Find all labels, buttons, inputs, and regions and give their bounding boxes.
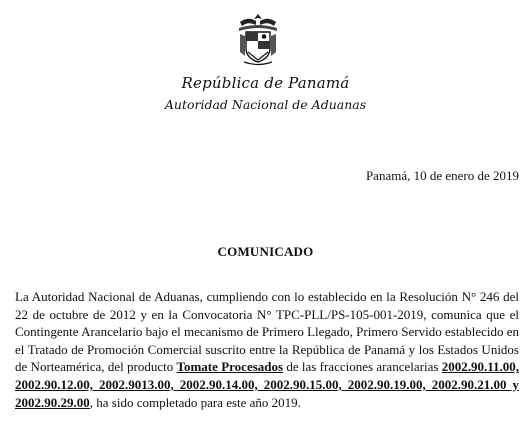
document-body bbox=[15, 288, 519, 411]
document-date: Panamá, 10 de enero de 2019 bbox=[365, 168, 519, 183]
product-name: Tomate Procesados bbox=[176, 359, 284, 375]
coat-of-arms-icon bbox=[236, 12, 280, 66]
tariff-codes: 2002.90.11.00, 2002.90.12.00, 2002.9013.00, 2002.90.14.00, 2002.90.15.00, 2002.90.19.00, 2002.90.21.00 y 2002.90.29.00 bbox=[15, 359, 519, 410]
body-text-middle: de las fracciones arancelarias bbox=[283, 359, 442, 375]
body-text-end: , ha sido completado para este año 2019. bbox=[89, 394, 301, 410]
header-authority: Autoridad Nacional de Aduanas bbox=[164, 97, 367, 112]
header-republic: República de Panamá bbox=[181, 74, 350, 92]
document-title: COMUNICADO bbox=[217, 244, 314, 259]
body-text-intro: La Autoridad Nacional de Aduanas, cumpliendo con lo establecido en la Resolución N° 246 del 22 de octubre de 2012 y en la Convocatoria N° TPC-PLL/PS-105-001-2019, comunica que el Contingente Arancelario bajo el mecanismo de Primero Llegado, Primero Servido establecido en el Tratado de Promoción Comercial suscrito entre la República de Panamá y los Estados Unidos de Norteamérica, del producto bbox=[15, 289, 519, 375]
